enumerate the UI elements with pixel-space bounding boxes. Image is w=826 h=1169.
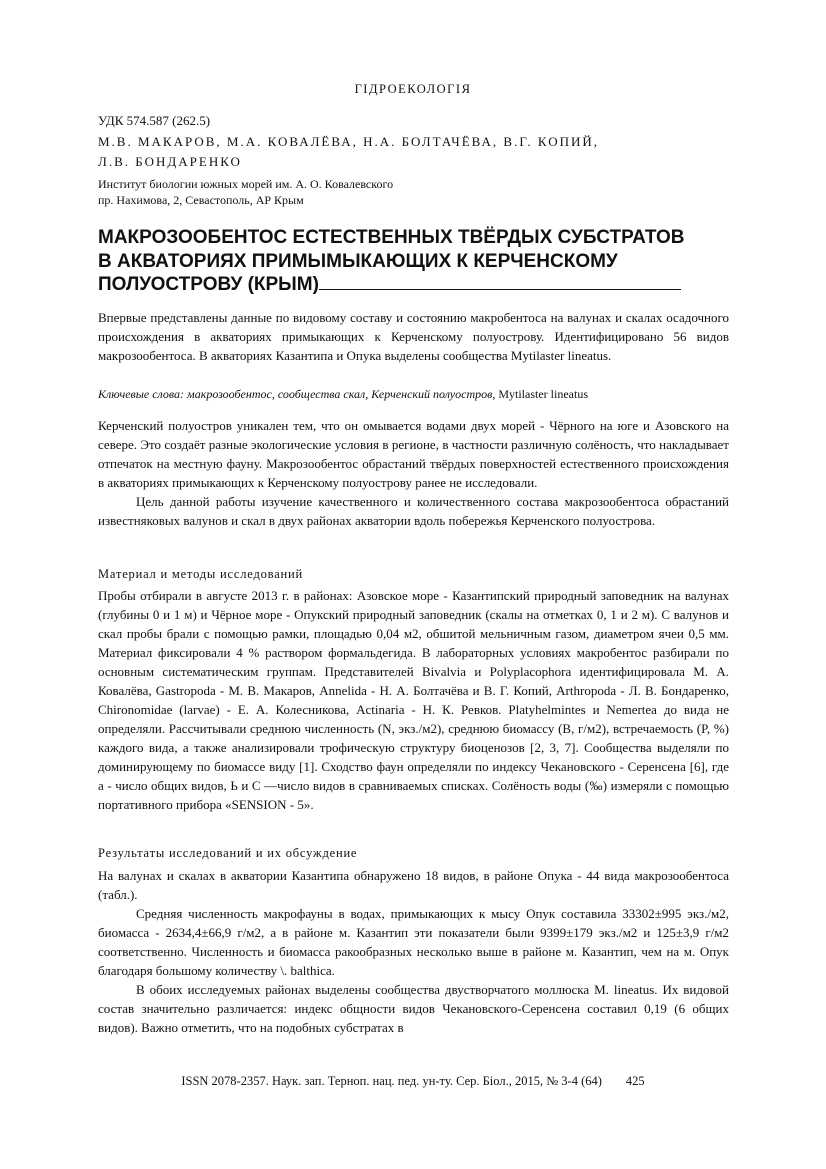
intro <box>98 416 729 530</box>
article-title <box>98 226 738 297</box>
title-underline <box>319 273 681 290</box>
methods-heading: Материал и методы исследований <box>98 567 304 581</box>
keywords <box>98 387 729 402</box>
results <box>98 866 729 1037</box>
title-line-3-text: ПОЛУОСТРОВУ (КРЫМ) <box>98 274 319 295</box>
results-paragraph-1: На валунах и скалах в акватории Казантипа обнаружено 18 видов, в районе Опука - 44 вида макрозообентоса (табл.). <box>98 868 729 902</box>
page-footer <box>0 1074 826 1089</box>
page-number: 425 <box>625 1074 645 1088</box>
intro-paragraph-2: Цель данной работы изучение качественного и количественного состава макрозообентоса обрастаний известняковых валунов и скал в двух районах акватории вдоль побережья Керченского полуострова. <box>98 494 729 528</box>
results-heading: Результаты исследований и их обсуждение <box>98 846 358 860</box>
authors-line-2: Л.В. БОНДАРЕНКО <box>98 154 242 169</box>
keywords-species: Mytilaster lineatus <box>498 387 588 401</box>
journal-citation: ISSN 2078-2357. Наук. зап. Терноп. нац. пед. ун-ту. Сер. Біол., 2015, № 3-4 (64) <box>181 1074 602 1088</box>
keywords-label: Ключевые слова: макрозообентос, сообщества скал, Керченский полуостров, <box>98 387 496 401</box>
title-line-1: МАКРОЗООБЕНТОС ЕСТЕСТВЕННЫХ ТВЁРДЫХ СУБСТРАТОВ <box>98 227 685 248</box>
intro-paragraph-1: Керченский полуостров уникален тем, что он омывается водами двух морей - Чёрного на юге и Азовского на севере. Это создаёт разные экологические условия в регионе, в частности различную солёность, что накладывает отпечаток на местную фауну. Макрозообентос обрастаний твёрдых поверхностей естественного происхождения в акваториях примыкающих к Керченскому полуострову ранее не исследовали. <box>98 418 729 490</box>
methods <box>98 586 729 814</box>
authors-line-1: М.В. МАКАРОВ, М.А. КОВАЛЁВА, Н.А. БОЛТАЧЁВА, В.Г. КОПИЙ, <box>98 134 600 149</box>
abstract-text: Впервые представлены данные по видовому составу и состоянию макробентоса на валунах и скалах осадочного происхождения в акваториях примыкающих к Керченскому полуострову. Идентифицировано 56 видов макрозообентоса. В акваториях Казантипа и Опука выделены сообщества Mytilaster lineatus. <box>98 310 729 363</box>
affiliation-line-2: пр. Нахимова, 2, Севастополь, АР Крым <box>98 193 304 207</box>
title-line-2: В АКВАТОРИЯХ ПРИМЫМЫКАЮЩИХ К КЕРЧЕНСКОМУ <box>98 250 618 272</box>
title-line-3 <box>98 273 738 297</box>
udc-code: УДК 574.587 (262.5) <box>98 113 211 128</box>
results-paragraph-2: Средняя численность макрофауны в водах, примыкающих к мысу Опук составила 33302±995 экз./м2, биомасса - 2634,4±66,9 г/м2, а в районе м. Казантип эти показатели были 9399±179 экз./м2 и 125±3,9 г/м2 соответственно. Численность и биомасса ракообразных несколько выше в районе м. Казантип, чем на м. Опук благодаря большому количеству \. balthica. <box>98 906 729 978</box>
affiliation-line-1: Институт биологии южных морей им. А. О. Ковалевского <box>98 177 394 191</box>
results-paragraph-3: В обоих исследуемых районах выделены сообщества двустворчатого моллюска M. lineatus. Их видовой состав значительно различается: индекс общности видов Чекановского-Серенсена составил 0,19 (6 общих видов). Важно отметить, что на подобных субстратах в <box>98 982 729 1035</box>
section-header: ГІДРОЕКОЛОГІЯ <box>354 82 472 96</box>
methods-text: Пробы отбирали в августе 2013 г. в районах: Азовское море - Казантипский природный заповедник на валунах (глубины 0 и 1 м) и Чёрное море - Опукский природный заповедник (скалы на отметках 0, 1 и 2 м). С валунов и скал пробы брали с помощью рамки, площадью 0,04 м2, обшитой мельничным газом, диаметром ячеи 0,5 мм. Материал фиксировали 4 % раствором формальдегида. В лабораторных условиях макробентос разбирали по основным систематическим группам. Представителей Bivalvia и Polyplacophora идентифицировала М. А. Ковалёва, Gastropoda - М. В. Макаров, Annelida - Н. А. Болтачёва и В. Г. Копий, Arthropoda - Л. В. Бондаренко, Chironomidae (larvae) - Е. А. Колесникова, Actinaria - Н. К. Ревков. Platyhelmintes и Nemertea до вида не определяли. Рассчитывали среднюю численность (N, экз./м2), среднюю биомассу (B, г/м2), встречаемость (P, %) каждого вида, а также анализировали трофическую структуру биоценозов [2, 3, 7]. Сообщества выделяли по доминирующему по биомассе виду [1]. Сходство фаун определяли по индексу Чекановского - Серенсена [6], где а - число общих видов, Ь и С —число видов в сравниваемых списках. Солёность воды (‰) измеряли с помощью портативного прибора «SENSION - 5». <box>98 588 730 812</box>
abstract <box>98 308 729 365</box>
